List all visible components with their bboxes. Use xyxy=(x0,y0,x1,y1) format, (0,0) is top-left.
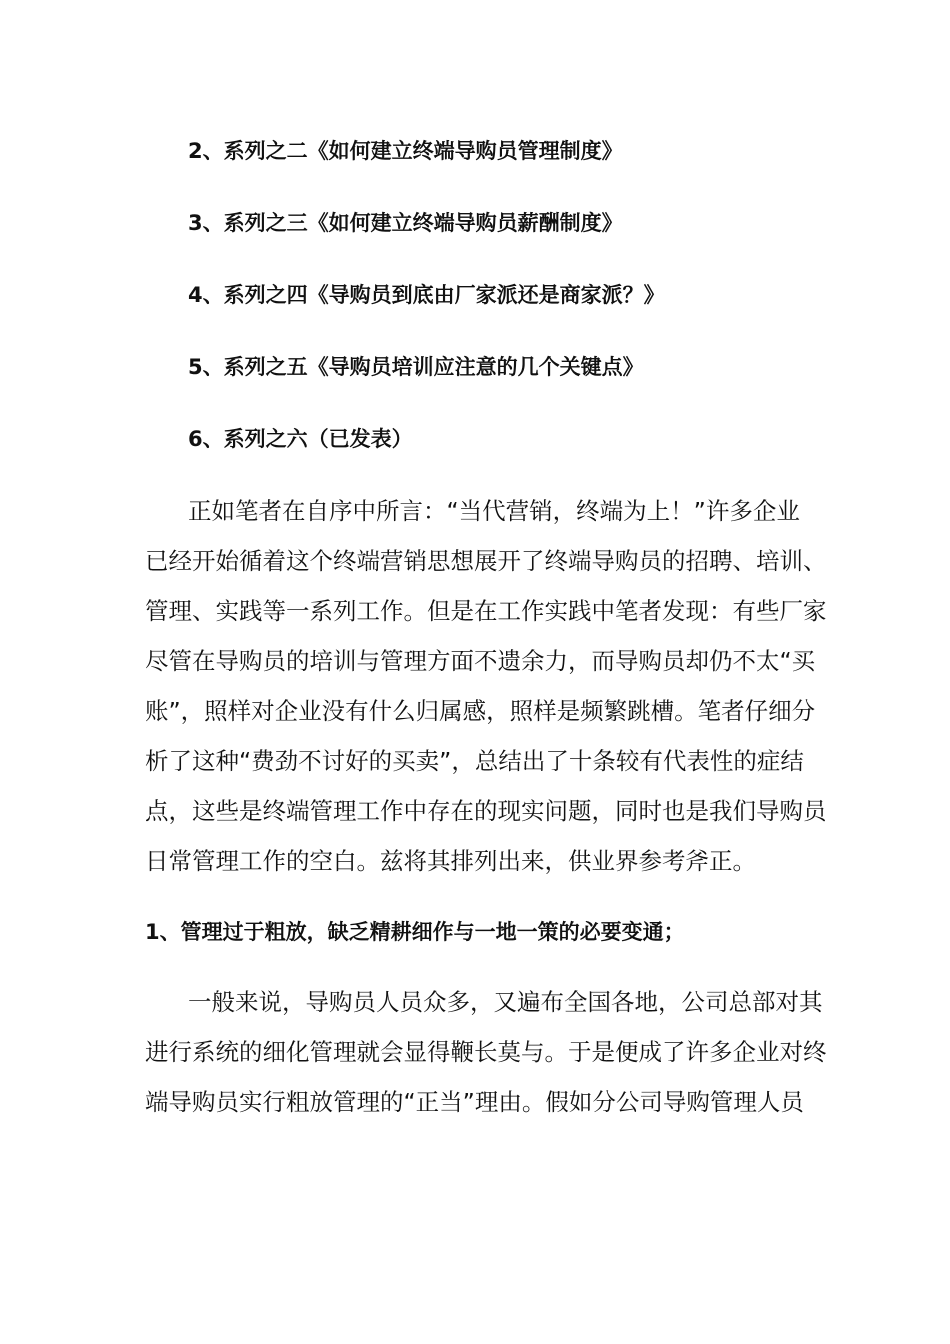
section-heading: 1、管理过于粗放，缺乏精耕细作与一地一策的必要变通； xyxy=(145,920,685,944)
series-item-3: 3、系列之三《如何建立终端导购员薪酬制度》 xyxy=(188,211,623,235)
paragraph-line: 正如笔者在自序中所言：“当代营销，终端为上！”许多企业 xyxy=(188,497,800,525)
paragraph-line: 已经开始循着这个终端营销思想展开了终端导购员的招聘、培训、 xyxy=(145,547,827,575)
paragraph-line: 尽管在导购员的培训与管理方面不遗余力，而导购员却仍不太“买 xyxy=(145,647,816,675)
paragraph-line: 一般来说，导购员人员众多，又遍布全国各地，公司总部对其 xyxy=(188,988,823,1016)
series-item-5: 5、系列之五《导购员培训应注意的几个关键点》 xyxy=(188,355,644,379)
paragraph-line: 管理、实践等一系列工作。但是在工作实践中笔者发现：有些厂家 xyxy=(145,597,827,625)
section-paragraph xyxy=(145,977,827,1127)
paragraph-line: 账”，照样对企业没有什么归属感，照样是频繁跳槽。笔者仔细分 xyxy=(145,697,816,725)
series-item-4: 4、系列之四《导购员到底由厂家派还是商家派？》 xyxy=(188,283,665,307)
paragraph-line: 点，这些是终端管理工作中存在的现实问题，同时也是我们导购员 xyxy=(145,797,827,825)
series-item-2: 2、系列之二《如何建立终端导购员管理制度》 xyxy=(188,139,623,163)
intro-paragraph xyxy=(145,486,827,886)
paragraph-line: 进行系统的细化管理就会显得鞭长莫与。于是便成了许多企业对终 xyxy=(145,1038,827,1066)
paragraph-line: 日常管理工作的空白。兹将其排列出来，供业界参考斧正。 xyxy=(145,847,756,875)
paragraph-line: 端导购员实行粗放管理的“正当”理由。假如分公司导购管理人员 xyxy=(145,1088,804,1116)
series-item-6: 6、系列之六（已发表） xyxy=(188,427,413,451)
paragraph-line: 析了这种“费劲不讨好的买卖”，总结出了十条较有代表性的症结 xyxy=(145,747,804,775)
